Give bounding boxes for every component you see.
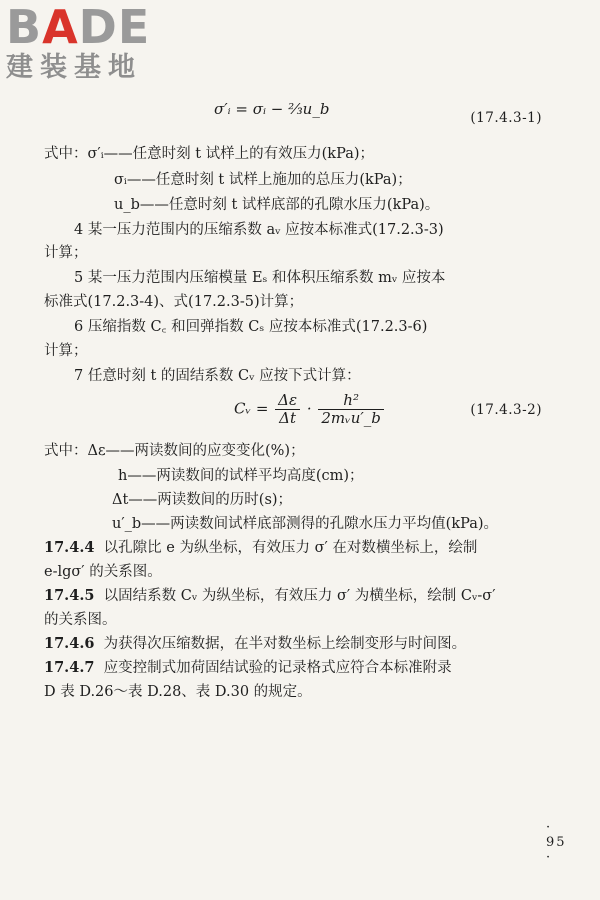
item-5: 5 某一压力范围内压缩模量 Eₛ 和体积压缩系数 mᵥ 应按本 (74, 270, 446, 286)
publisher-logo (6, 0, 176, 84)
where-line: Δt——两读数间的历时(s)； (112, 492, 293, 508)
clause-17-4-4: 17.4.4 以孔隙比 e 为纵坐标，有效压力 σ′ 在对数横坐标上，绘制 (44, 539, 478, 556)
clause-17-4-5-cont: 的关系图。 (44, 612, 117, 628)
where-line: 式中：σ′ᵢ——任意时刻 t 试样上的有效压力(kPa)； (44, 146, 375, 162)
equation-number: (17.4.3-2) (470, 402, 542, 418)
equation-formula: Cᵥ = $\frac{\Delta\varepsilon}{\Delta t}$ · $\frac{\text{h²}}{\text{2mᵥu′\_b}}$ (234, 392, 386, 427)
logo-subtitle: 建装基地 (6, 52, 142, 83)
clause-17-4-5: 17.4.5 以固结系数 Cᵥ 为纵坐标，有效压力 σ′ 为横坐标，绘制 Cᵥ-σ′ (44, 587, 496, 604)
where-line: 式中：Δε——两读数间的应变变化(%)； (44, 443, 305, 459)
logo-wordmark: BADE (6, 0, 151, 54)
item-7: 7 任意时刻 t 的固结系数 Cᵥ 应按下式计算： (74, 368, 361, 384)
item-4: 4 某一压力范围内的压缩系数 aᵥ 应按本标准式(17.2.3-3) (74, 222, 444, 238)
page-number: · 95 · (546, 820, 567, 865)
clause-17-4-6: 17.4.6 为获得次压缩数据，在半对数坐标上绘制变形与时间图。 (44, 635, 467, 652)
where-line: u_b——任意时刻 t 试样底部的孔隙水压力(kPa)。 (114, 197, 440, 213)
clause-17-4-4-cont: e-lgσ′ 的关系图。 (44, 564, 162, 580)
item-6-cont: 计算； (44, 343, 88, 359)
where-line: u′_b——两读数间试样底部测得的孔隙水压力平均值(kPa)。 (112, 516, 499, 532)
clause-17-4-7: 17.4.7 应变控制式加荷固结试验的记录格式应符合本标准附录 (44, 659, 452, 676)
equation-17-4-3-2 (64, 392, 542, 432)
equation-formula: σ′ᵢ = σᵢ − ⅔u_b (214, 100, 330, 118)
where-line: h——两读数间的试样平均高度(cm)； (118, 468, 364, 484)
item-5-cont: 标准式(17.2.3-4)、式(17.2.3-5)计算； (44, 294, 304, 310)
clause-17-4-7-cont: D 表 D.26～表 D.28、表 D.30 的规定。 (44, 684, 312, 700)
where-line: σᵢ——任意时刻 t 试样上施加的总压力(kPa)； (114, 172, 412, 188)
equation-17-4-3-1 (64, 100, 542, 140)
item-6: 6 压缩指数 C꜀ 和回弹指数 Cₛ 应按本标准式(17.2.3-6) (74, 319, 428, 335)
item-4-cont: 计算； (44, 245, 88, 261)
equation-number: (17.4.3-1) (470, 110, 542, 126)
